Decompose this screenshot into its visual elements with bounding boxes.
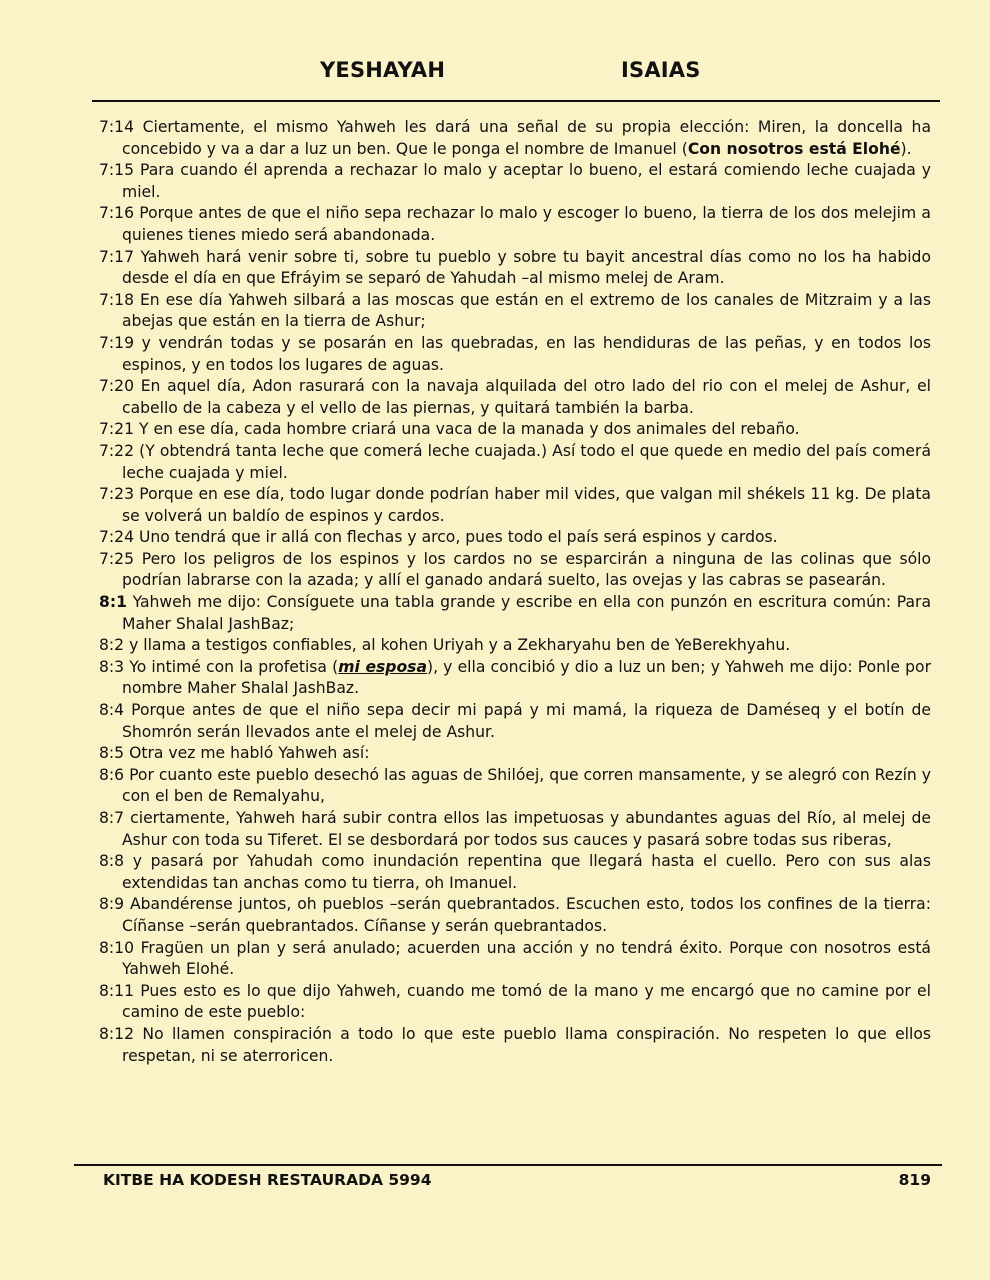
verse-ref: 7:23 [99, 485, 135, 504]
verse [99, 851, 931, 894]
verse-ref: 8:10 [99, 938, 135, 957]
verse-ref: 7:22 [99, 441, 135, 460]
verse-text: Yo intimé con la profetisa ( [124, 657, 339, 676]
verse-ref: 8:5 [99, 744, 125, 763]
verse-bold-text: Con nosotros está Elohé [687, 139, 901, 158]
verse [99, 700, 931, 743]
verse-text: Porque en ese día, todo lugar donde podrían haber mil vides, que valgan mil shékels 11 kg. De plata se volverá un baldío de espinos y cardos. [122, 485, 931, 525]
verse [99, 657, 931, 700]
verse-ref: 8:6 [99, 765, 125, 784]
verse-text: y vendrán todas y se posarán en las quebradas, en las hendiduras de las peñas, y en todos los espinos, y en todos los lugares de aguas. [122, 333, 931, 374]
footer-title: KITBE HA KODESH RESTAURADA 5994 [103, 1171, 432, 1189]
verse-ref: 8:7 [99, 809, 125, 827]
verse-ref: 7:16 [99, 204, 135, 223]
verse-ref: 7:24 [99, 528, 135, 547]
verse-text-after: ), y ella concibió y dio a luz un ben; y Yahweh me dijo: Ponle por nombre Maher Shalal JashBaz. [122, 657, 931, 698]
page-number: 819 [898, 1171, 931, 1189]
verse-ref: 8:12 [99, 1024, 135, 1043]
verse-ref: 8:11 [99, 981, 135, 1000]
verse [99, 290, 931, 333]
verse-ref: 7:25 [99, 549, 135, 568]
verse-text: Para cuando él aprenda a rechazar lo malo y aceptar lo bueno, el estará comiendo leche cuajada y miel. [122, 161, 931, 201]
verse [99, 247, 931, 290]
verse-ref: 8:2 [99, 636, 125, 655]
verse-text-after: ). [900, 139, 912, 158]
verse [99, 203, 931, 246]
verse [99, 333, 931, 376]
header-rule [92, 100, 940, 102]
verse [99, 765, 931, 808]
header-book-hebrew: YESHAYAH [320, 58, 446, 82]
verse-text: En ese día Yahweh silbará a las moscas que están en el extremo de los canales de Mitzraim y a las abejas que están en la tierra de Ashur; [122, 290, 931, 331]
verse-text: Yahweh me dijo: Consíguete una tabla grande y escribe en ella con punzón en escritura común: Para Maher Shalal JashBaz; [122, 593, 931, 633]
verse [99, 1024, 931, 1067]
verse-text: Porque antes de que el niño sepa rechazar lo malo y escoger lo bueno, la tierra de los dos melejim a quienes tienes miedo será abandonada. [122, 204, 931, 244]
verse-text: Pero los peligros de los espinos y los cardos no se esparcirán a ninguna de las colinas que sólo podrían labrarse con la azada; y allí el ganado andará suelto, las ovejas y las cabras se pasearán. [122, 549, 931, 590]
verse-text: Uno tendrá que ir allá con flechas y arco, pues todo el país será espinos y cardos. [134, 528, 778, 547]
verse-ref: 7:14 [99, 118, 135, 136]
verse [99, 743, 931, 765]
verse-text: Abandérense juntos, oh pueblos –serán quebrantados. Escuchen esto, todos los confines de la tierra: Cíñanse –serán quebrantados. Cíñanse y serán quebrantados. [122, 895, 931, 935]
verse [99, 376, 931, 419]
verse [99, 938, 931, 981]
verse [99, 527, 931, 549]
verse [99, 635, 931, 657]
verse-ref: 7:18 [99, 290, 135, 309]
verse-text: y pasará por Yahudah como inundación repentina que llegará hasta el cuello. Pero con sus alas extendidas tan anchas como tu tierra, oh Imanuel. [122, 852, 931, 892]
verse-ref: 8:4 [99, 701, 125, 720]
verse [99, 419, 931, 441]
verse-ref: 8:3 [99, 657, 125, 676]
verse-text: Ciertamente, el mismo Yahweh les dará una señal de su propia elección: Miren, la doncella ha concebido y va a dar a luz un ben. Que le ponga el nombre de Imanuel ( [122, 118, 931, 158]
verse-ref-bold: 8:1 [99, 593, 127, 612]
verse-text: Fragüen un plan y será anulado; acuerden una acción y no tendrá éxito. Porque con nosotros está Yahweh Elohé. [122, 938, 931, 979]
verse-list [99, 117, 931, 1067]
verse [99, 808, 931, 851]
verse-ref: 7:20 [99, 377, 135, 396]
verse-ref: 8:8 [99, 852, 125, 871]
verse-text: y llama a testigos confiables, al kohen Uriyah y a Zekharyahu ben de YeBerekhyahu. [124, 636, 791, 655]
verse-text: Yahweh hará venir sobre ti, sobre tu pueblo y sobre tu bayit ancestral días como no los ha habido desde el día en que Efráyim se separó de Yahudah –al mismo melej de Aram. [122, 247, 931, 288]
verse-text: Por cuanto este pueblo desechó las aguas de Shilóej, que corren mansamente, y se alegró con Rezín y con el ben de Remalyahu, [122, 765, 931, 806]
footer-rule [74, 1164, 942, 1166]
verse-emphasis-text: mi esposa [338, 657, 427, 676]
verse-text: Porque antes de que el niño sepa decir mi papá y mi mamá, la riqueza de Daméseq y el botín de Shomrón serán llevados ante el melej de Ashur. [122, 701, 931, 741]
page-header [0, 58, 990, 92]
verse-text: No llamen conspiración a todo lo que este pueblo llama conspiración. No respeten lo que ellos respetan, ni se aterroricen. [122, 1024, 931, 1065]
verse-text: ciertamente, Yahweh hará subir contra ellos las impetuosas y abundantes aguas del Río, al melej de Ashur con toda su Tiferet. El se desbordará por todos sus cauces y pasará sobre todas sus riberas, [122, 809, 931, 849]
verse-ref: 7:21 [99, 420, 135, 439]
verse [99, 981, 931, 1024]
verse-text: En aquel día, Adon rasurará con la navaja alquilada del otro lado del rio con el melej de Ashur, el cabello de la cabeza y el vello de las piernas, y quitará también la barba. [122, 377, 931, 417]
verse [99, 117, 931, 160]
verse [99, 441, 931, 484]
verse [99, 160, 931, 203]
verse-text: (Y obtendrá tanta leche que comerá leche cuajada.) Así todo el que quede en medio del país comerá leche cuajada y miel. [122, 441, 931, 482]
verse-text: Pues esto es lo que dijo Yahweh, cuando me tomó de la mano y me encargó que no camine por el camino de este pueblo: [122, 981, 931, 1022]
verse-text: Y en ese día, cada hombre criará una vaca de la manada y dos animales del rebaño. [134, 420, 800, 439]
verse-ref: 8:9 [99, 895, 125, 914]
verse-ref: 7:19 [99, 333, 135, 352]
verse [99, 592, 931, 635]
verse-ref: 7:17 [99, 247, 135, 266]
verse-ref: 7:15 [99, 161, 135, 180]
verse-text: Otra vez me habló Yahweh así: [124, 744, 370, 763]
header-book-spanish: ISAIAS [621, 58, 701, 82]
page-footer [103, 1171, 931, 1193]
verse [99, 894, 931, 937]
verse [99, 484, 931, 527]
verse [99, 549, 931, 592]
